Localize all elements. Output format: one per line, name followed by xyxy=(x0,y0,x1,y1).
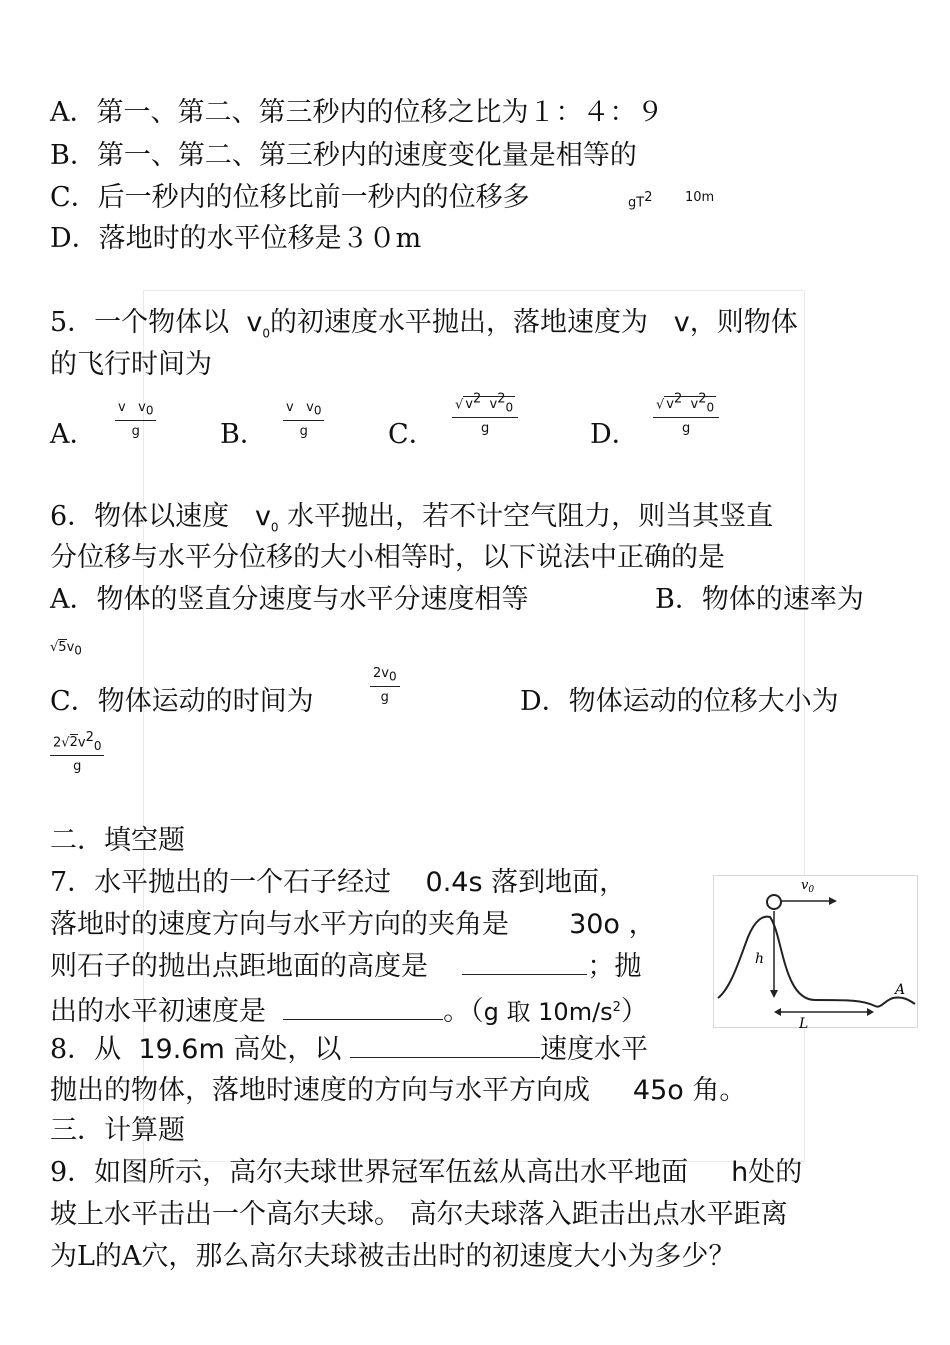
q6-option-a: A．物体的竖直分速度与水平分速度相等 xyxy=(50,584,529,615)
q8-stem: 8．从 19.6m 高处，以 速度水平 xyxy=(50,1034,648,1065)
q7-line2: 落地时的速度方向与水平方向的夹角是 30o ， xyxy=(50,909,656,940)
q4-option-c-value: 10m xyxy=(685,190,715,205)
q7-velocity-blank[interactable] xyxy=(283,995,443,1020)
q7-line4: 出的水平初速度是 。（g 取 $10m/s^2$） xyxy=(50,996,648,1027)
q5-stem-line2: 的飞行时间为 xyxy=(50,349,212,380)
q7-line3: 则石子的抛出点距地面的高度是 ；抛 xyxy=(50,951,642,982)
q5-option-b-label: B． xyxy=(220,419,267,450)
q6-option-d: D．物体运动的位移大小为 xyxy=(520,686,839,717)
q6-option-b: B．物体的速率为 xyxy=(655,584,864,615)
q6-option-c-formula: $\frac{2v_0}{g}$ xyxy=(370,666,400,705)
figure-a-label: A xyxy=(895,982,906,998)
section-2-title: 二．填空题 xyxy=(50,825,185,856)
q8-velocity-blank[interactable] xyxy=(350,1033,540,1058)
q5-option-a-label: A． xyxy=(50,419,97,450)
q5-option-c-label: C． xyxy=(388,419,436,450)
q6-option-d-formula: $\frac{2√2v^2_0}{g}$ xyxy=(50,730,104,774)
q5-option-b-formula: $\frac{v v_0}{g}$ xyxy=(283,400,324,439)
section-3-title: 三．计算题 xyxy=(50,1115,185,1146)
q7-stem: 7．水平抛出的一个石子经过 0.4s 落到地面， xyxy=(50,867,627,898)
q6-option-b-answer: $√5v_0$ xyxy=(50,640,82,658)
q6-stem-line2: 分位移与水平分位移的大小相等时，以下说法中正确的是 xyxy=(50,542,725,573)
q4-option-c-formula: $gT^2$ xyxy=(628,190,653,211)
q9-line2: 坡上水平击出一个高尔夫球。 高尔夫球落入距击出点水平距离 xyxy=(50,1199,788,1230)
q5-stem: 5．一个物体以 $v_0$的初速度水平抛出，落地速度为 v，则物体 xyxy=(50,307,798,341)
q9-line3: 为L的A穴，那么高尔夫球被击出时的初速度大小为多少？ xyxy=(50,1241,736,1272)
q6-option-c: C．物体运动的时间为 xyxy=(50,686,314,717)
q8-line2: 抛出的物体，落地时速度的方向与水平方向成 45o 角。 xyxy=(50,1075,747,1106)
q5-option-d-formula: $\frac{√ v^2 v^2_0}{g}$ xyxy=(653,392,719,436)
figure-v0-label: $v_0$ xyxy=(801,878,815,895)
q9-stem: 9．如图所示，高尔夫球世界冠军伍兹从高出水平地面 h处的 xyxy=(50,1157,803,1188)
q7-height-blank[interactable] xyxy=(462,950,587,975)
figure-l-label: L xyxy=(799,1016,809,1028)
golf-trajectory-figure xyxy=(713,875,918,1028)
figure-h-label: h xyxy=(755,951,765,967)
q4-option-c: C．后一秒内的位移比前一秒内的位移多 xyxy=(50,182,530,213)
q5-option-c-formula: $\frac{√ v^2 v^2_0}{g}$ xyxy=(452,392,518,436)
q6-stem: 6．物体以速度 $v_0$ 水平抛出，若不计空气阻力，则当其竖直 xyxy=(50,501,774,535)
q5-option-d-label: D． xyxy=(590,419,639,450)
q4-option-a: A．第一、第二、第三秒内的位移之比为１：４：９ xyxy=(50,97,664,128)
q5-option-a-formula: $\frac{v v_0}{g}$ xyxy=(115,400,156,439)
q4-option-b: B．第一、第二、第三秒内的速度变化量是相等的 xyxy=(50,140,637,171)
q4-option-d: D．落地时的水平位移是３０m xyxy=(50,223,422,254)
